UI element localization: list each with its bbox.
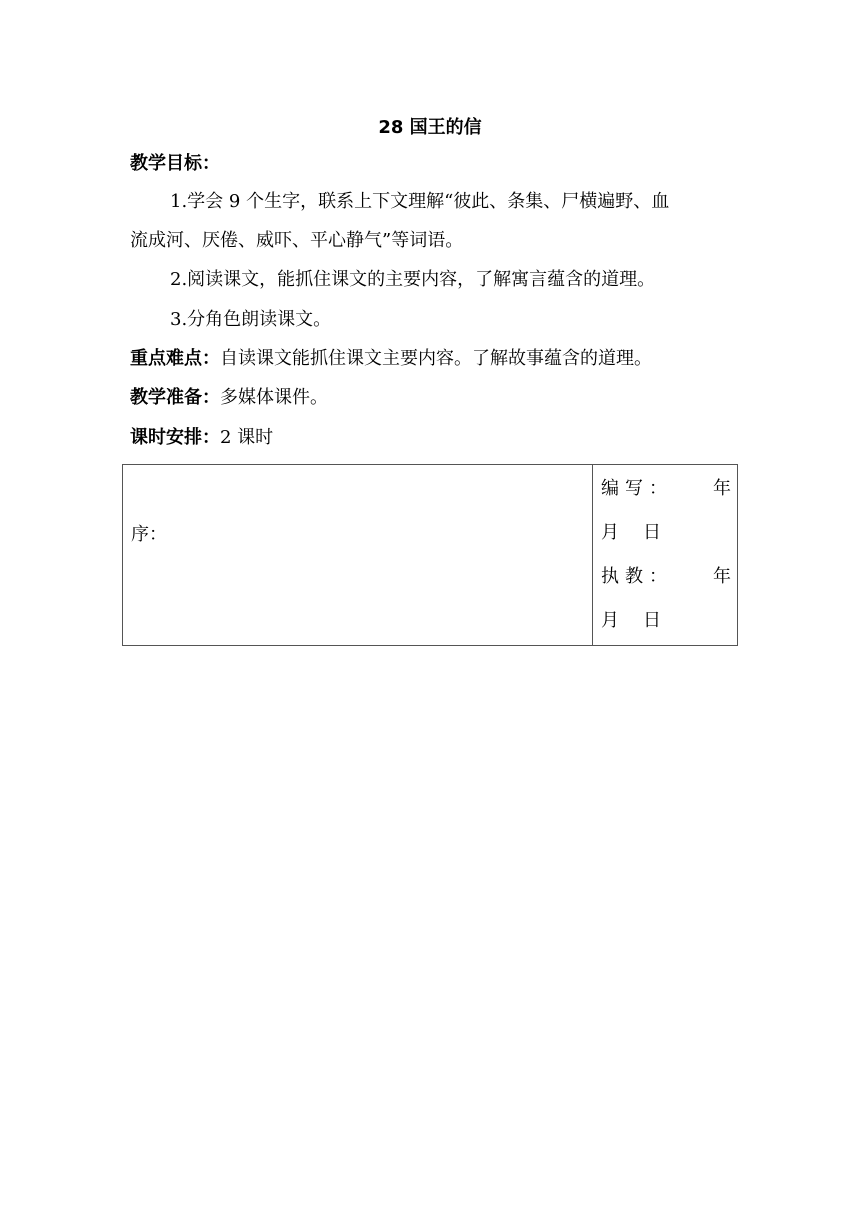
objective-2: 2.阅读课文，能抓住课文的主要内容，了解寓言蕴含的道理。 (170, 269, 656, 290)
schedule-row (130, 426, 273, 450)
sequence-label: 序： (131, 524, 167, 545)
page-title: 28 国王的信 (378, 117, 482, 138)
written-row-1 (601, 477, 731, 501)
written-row-2 (601, 521, 731, 545)
written-year: 年 (713, 478, 731, 499)
objectives-heading: 教学目标： (130, 153, 220, 174)
objective-1-line-2: 流成河、厌倦、威吓、平心静气”等词语。 (130, 230, 464, 251)
objective-3: 3.分角色朗读课文。 (170, 309, 332, 330)
taught-row-2 (601, 609, 731, 633)
written-day: 日 (643, 522, 661, 543)
objective-1-line-1: 1.学会 9 个生字，联系上下文理解“彼此、条集、尸横遍野、血 (170, 191, 670, 212)
preparation-label: 教学准备： (130, 387, 220, 408)
key-points-label: 重点难点： (130, 348, 220, 369)
taught-label: 执教： (601, 566, 673, 587)
schedule-label: 课时安排： (130, 427, 220, 448)
schedule-value: 2 课时 (220, 427, 274, 448)
taught-day: 日 (643, 610, 661, 631)
key-points-row (130, 347, 652, 371)
table-divider (592, 465, 593, 645)
preparation-row (130, 386, 328, 410)
preparation-value: 多媒体课件。 (220, 387, 328, 408)
taught-row-1 (601, 565, 731, 589)
written-label: 编写： (601, 478, 673, 499)
taught-block (601, 565, 731, 633)
key-points-value: 自读课文能抓住课文主要内容。了解故事蕴含的道理。 (220, 348, 652, 369)
taught-month: 月 (601, 610, 619, 631)
written-block (601, 477, 731, 545)
written-month: 月 (601, 522, 619, 543)
taught-year: 年 (713, 566, 731, 587)
info-table (122, 464, 738, 646)
